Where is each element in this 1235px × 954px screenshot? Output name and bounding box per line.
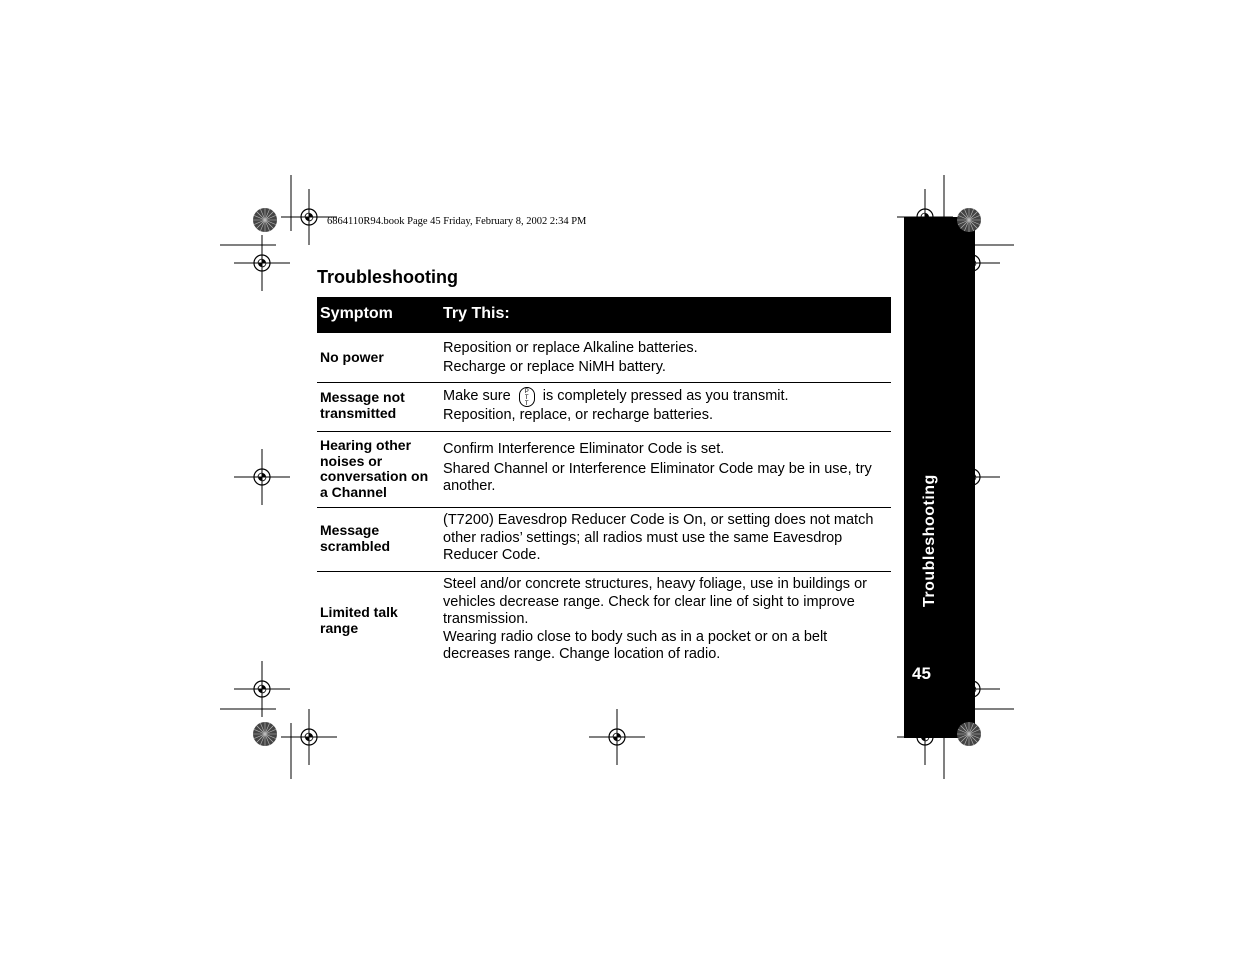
ptt-button-icon: P T T [519,387,535,407]
remedy-text: Wearing radio close to body such as in a pocket or on a belt decreases range. Change location of radio. [443,628,828,662]
page-number: 45 [912,664,931,683]
starburst-target-icon [253,208,277,232]
registration-mark-icon [944,235,1000,291]
symptom-cell: Message not transmitted [320,389,405,421]
symptom-cell: Message scrambled [320,522,391,554]
symptom-cell: No power [320,349,384,365]
page-title: Troubleshooting [317,267,458,287]
registration-mark-icon [281,709,337,765]
remedy-text: Shared Channel or Interference Eliminator Code may be in use, try another. [443,460,872,494]
registration-mark-icon [589,709,645,765]
print-header: 6864110R94.book Page 45 Friday, February 8, 2002 2:34 PM [327,216,587,227]
symptom-cell: Limited talk range [320,604,398,636]
registration-mark-icon [944,449,1000,505]
registration-mark-icon [897,189,953,245]
remedy-text: Confirm Interference Eliminator Code is set. [443,441,725,457]
side-tab-label: Troubleshooting [921,474,938,607]
remedy-text: Recharge or replace NiMH battery. [443,359,666,375]
registration-mark-icon [281,189,337,245]
remedy-text-pre: Make sure [443,388,511,404]
starburst-target-icon [957,722,981,746]
starburst-target-icon [957,208,981,232]
symptom-cell: Hearing other noises or conversation on a Channel [320,437,429,500]
column-header-symptom: Symptom [320,305,393,322]
column-header-try-this: Try This: [443,305,510,322]
starburst-target-icon [253,722,277,746]
remedy-text-post: is completely pressed as you transmit. [542,388,789,404]
remedy-text: Reposition, replace, or recharge batteries. [443,407,714,423]
remedy-text: (T7200) Eavesdrop Reducer Code is On, or setting does not match other radios’ settings; all radios must use the same Eavesdrop Reducer Code. [443,512,874,563]
registration-mark-icon [897,709,953,765]
remedy-text: Steel and/or concrete structures, heavy foliage, use in buildings or vehicles decrease range. Check for clear line of sight to improve transmission. [443,576,867,627]
registration-mark-icon [234,235,290,291]
remedy-text: Reposition or replace Alkaline batteries. [443,340,698,356]
registration-mark-icon [234,449,290,505]
